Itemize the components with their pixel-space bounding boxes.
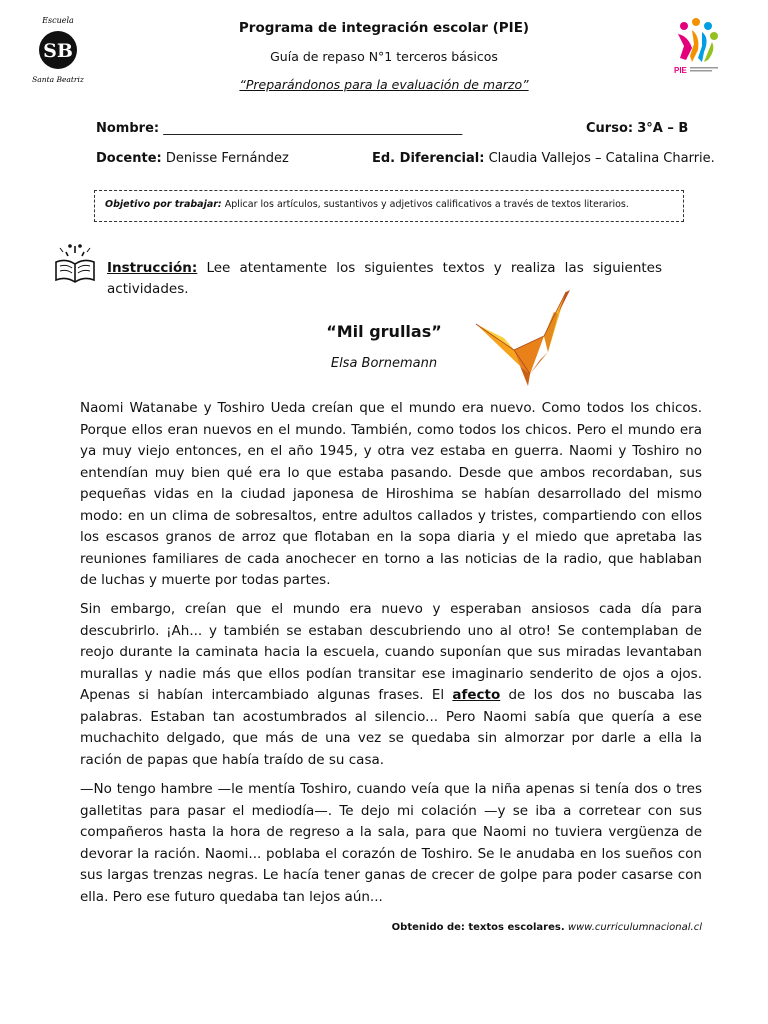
pie-logo-text: PIE (674, 66, 687, 75)
story-title: “Mil grullas” (326, 322, 442, 341)
source-label: Obtenido de: textos escolares. (391, 922, 565, 933)
course-label: Curso: (586, 121, 634, 136)
source-url[interactable]: www.curriculumnacional.cl (567, 922, 702, 933)
teacher-label: Docente: (96, 151, 162, 166)
teacher-row (96, 151, 289, 166)
instruction-text: Lee atentamente los siguientes textos y realiza las siguientes actividades. (107, 260, 663, 297)
special-ed-label: Ed. Diferencial: (372, 151, 485, 166)
story-paragraph-1: Naomi Watanabe y Toshiro Ueda creían que el mundo era nuevo. Como todos los chicos. Porque ellos eran nuevos en el mundo. También, como todos los chicos. Pero el mundo era ya muy viejo entonces, en el año 1945, y otra vez estaba en guerra. Naomi y Toshiro no entendían muy bien qué era lo que estaba pasando. Desde que ambos recordaban, sus pequeñas vidas en la ciudad japonesa de Hiroshima se habían desarrollado del mismo modo: en un clima de sobresaltos, entre adultos callados y tristes, compartiendo con ellos los escasos granos de arroz que flotaban en la sopa diaria y el miedo que apretaba las reuniones familiares de cada anochecer en torno a las noticias de la radio, que hablaban de luchas y muerte por todas partes. (80, 400, 702, 588)
story-paragraph-3: —No tengo hambre —le mentía Toshiro, cuando veía que la niña apenas si tenía dos o tres galletitas para pasar el mediodía—. Te dejo mi colación —y se iba a corretear con sus compañeros hasta la hora de regreso a la sala, para que Naomi no tuviera vergüenza de devorar la ración. Naomi... poblaba el corazón de Toshiro. Se le anudaba en los sueños con sus largas trenzas negras. Le hacía tener ganas de crecer de golpe para poder casarse con ella. Pero ese futuro quedaba tan lejos aún... (80, 781, 702, 905)
special-ed-row (372, 151, 715, 166)
school-logo-top-text: Escuela (42, 16, 74, 25)
page-subtitle: Guía de repaso N°1 terceros básicos (270, 49, 498, 64)
story-paragraph-2-part-2: de los dos no buscaba las palabras. Estaban tan acostumbrados al silencio... Pero Naomi sabía que quería a ese muchachito delgado, que más de una vez se quedaba sin almorzar por darle a ella la ración de papas que había traído de su casa. (80, 687, 702, 768)
special-ed-value: Claudia Vallejos – Catalina Charrie. (488, 151, 715, 166)
story-paragraph-2-part-1: Sin embargo, creían que el mundo era nuevo y esperaban ansiosos cada día para descubrirlo. ¡Ah... y también se estaban descubriendo uno al otro! Se contemplaban de reojo durante la caminata hacia la escuela, cuando suponían que sus miradas levantaban murallas y nadie más que ellos podían transitar ese imaginario senderito de ojos a ojos. Apenas si habían intercambiado algunas frases. El (80, 601, 702, 703)
school-logo-bottom-text: Santa Beatriz (32, 75, 84, 84)
name-label: Nombre: (96, 121, 160, 136)
teacher-value: Denisse Fernández (165, 151, 289, 166)
course-value: 3°A – B (637, 121, 689, 136)
page-quote: “Preparándonos para la evaluación de marzo” (239, 77, 529, 92)
origami-crane-image (474, 290, 574, 390)
story-paragraph-2 (80, 599, 702, 771)
instruction (107, 258, 662, 300)
keyword-afecto: afecto (452, 687, 501, 703)
objective-text: Aplicar los artículos, sustantivos y adjetivos calificativos a través de textos literarios. (224, 199, 629, 210)
source-note (392, 922, 702, 933)
objective-box (94, 190, 684, 222)
course-row (586, 121, 688, 136)
story-author: Elsa Bornemann (330, 356, 438, 371)
open-book-icon (52, 240, 98, 286)
objective-label: Objetivo por trabajar: (105, 199, 222, 210)
school-logo-initials: SB (43, 40, 73, 62)
name-field[interactable]: ______________________________________________ (163, 121, 463, 136)
name-row (96, 121, 462, 136)
page-title: Programa de integración escolar (PIE) (238, 20, 530, 36)
pie-logo (668, 16, 724, 76)
instruction-label: Instrucción: (107, 260, 198, 276)
